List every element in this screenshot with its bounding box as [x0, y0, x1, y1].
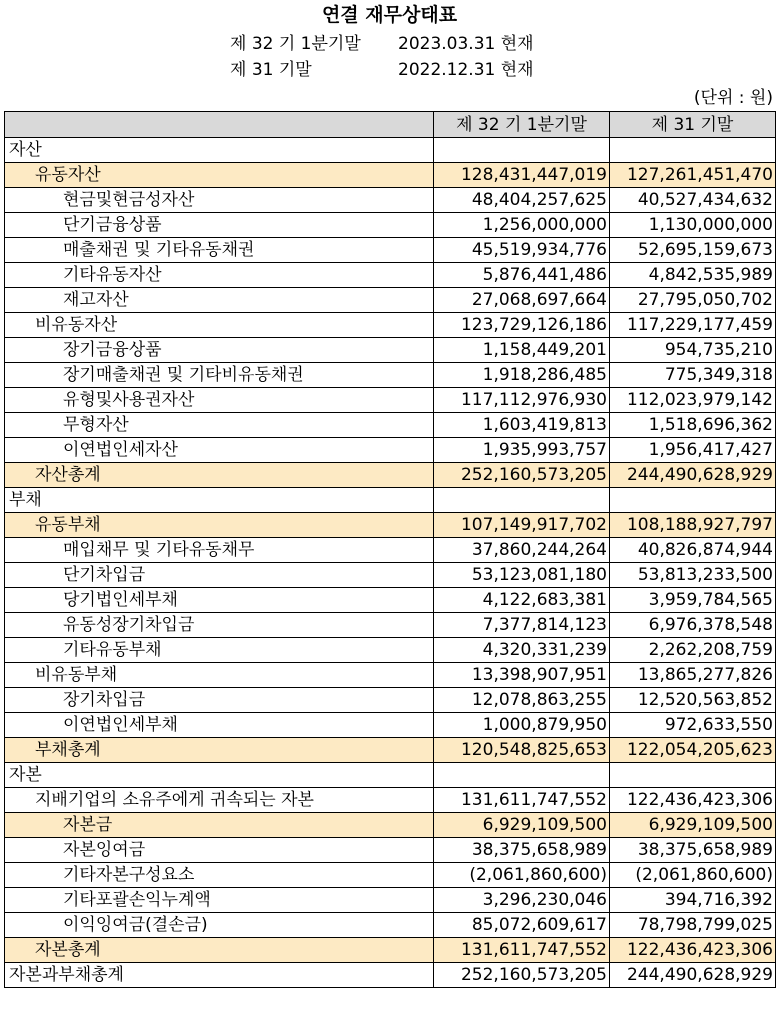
current-period-value: 37,860,244,264: [434, 538, 610, 563]
current-period-value: 131,611,747,552: [434, 938, 610, 963]
account-label: 비유동자산: [5, 313, 434, 338]
account-label: 자본잉여금: [5, 838, 434, 863]
table-row: [5, 638, 776, 663]
balance-sheet-table: [4, 111, 776, 988]
prior-period-value: 12,520,563,852: [610, 688, 776, 713]
current-period-value: 1,158,449,201: [434, 338, 610, 363]
prior-period-value: 1,130,000,000: [610, 213, 776, 238]
account-label: 유동자산: [5, 163, 434, 188]
prior-period-value: 4,842,535,989: [610, 263, 776, 288]
current-period-value: 4,320,331,239: [434, 638, 610, 663]
current-period-value: 38,375,658,989: [434, 838, 610, 863]
table-row: [5, 763, 776, 788]
account-label: 당기법인세부채: [5, 588, 434, 613]
account-label: 매입채무 및 기타유동채무: [5, 538, 434, 563]
prior-period-value: 127,261,451,470: [610, 163, 776, 188]
account-label: 자산총계: [5, 463, 434, 488]
table-row: [5, 263, 776, 288]
prior-period-value: 2,262,208,759: [610, 638, 776, 663]
unit-label: (단위 : 원): [693, 88, 773, 108]
current-period-value: 107,149,917,702: [434, 513, 610, 538]
account-label: 장기매출채권 및 기타비유동채권: [5, 363, 434, 388]
current-period-value: 1,000,879,950: [434, 713, 610, 738]
current-period-value: 131,611,747,552: [434, 788, 610, 813]
period-prior-date: 2022.12.31 현재: [398, 60, 534, 80]
prior-period-value: [610, 488, 776, 513]
period-prior-label: 제 31 기말: [230, 60, 312, 80]
prior-period-value: 972,633,550: [610, 713, 776, 738]
table-row: [5, 413, 776, 438]
account-label: 자본: [5, 763, 434, 788]
prior-period-value: 122,436,423,306: [610, 938, 776, 963]
header-current-period: 제 32 기 1분기말: [434, 112, 610, 138]
period-current-date: 2023.03.31 현재: [398, 34, 534, 54]
table-row: [5, 438, 776, 463]
table-header-row: [5, 112, 776, 138]
account-label: 단기금융상품: [5, 213, 434, 238]
account-label: 장기금융상품: [5, 338, 434, 363]
account-label: 단기차입금: [5, 563, 434, 588]
account-label: 자본금: [5, 813, 434, 838]
account-label: 지배기업의 소유주에게 귀속되는 자본: [5, 788, 434, 813]
current-period-value: [434, 138, 610, 163]
table-row: [5, 213, 776, 238]
prior-period-value: 775,349,318: [610, 363, 776, 388]
prior-period-value: [610, 138, 776, 163]
account-label: 재고자산: [5, 288, 434, 313]
table-row: [5, 563, 776, 588]
account-label: 매출채권 및 기타유동채권: [5, 238, 434, 263]
current-period-value: 1,935,993,757: [434, 438, 610, 463]
prior-period-value: 112,023,979,142: [610, 388, 776, 413]
current-period-value: 128,431,447,019: [434, 163, 610, 188]
table-row: [5, 913, 776, 938]
table-row: [5, 538, 776, 563]
current-period-value: 123,729,126,186: [434, 313, 610, 338]
prior-period-value: 394,716,392: [610, 888, 776, 913]
account-label: 부채: [5, 488, 434, 513]
current-period-value: 6,929,109,500: [434, 813, 610, 838]
current-period-value: 48,404,257,625: [434, 188, 610, 213]
prior-period-value: 38,375,658,989: [610, 838, 776, 863]
current-period-value: 4,122,683,381: [434, 588, 610, 613]
account-label: 기타유동부채: [5, 638, 434, 663]
prior-period-value: 1,956,417,427: [610, 438, 776, 463]
table-row: [5, 513, 776, 538]
current-period-value: (2,061,860,600): [434, 863, 610, 888]
prior-period-value: 52,695,159,673: [610, 238, 776, 263]
period-current-label: 제 32 기 1분기말: [230, 34, 361, 54]
current-period-value: [434, 763, 610, 788]
current-period-value: 1,603,419,813: [434, 413, 610, 438]
prior-period-value: 244,490,628,929: [610, 963, 776, 988]
prior-period-value: 954,735,210: [610, 338, 776, 363]
table-row: [5, 488, 776, 513]
table-row: [5, 863, 776, 888]
current-period-value: 85,072,609,617: [434, 913, 610, 938]
account-label: 비유동부채: [5, 663, 434, 688]
period-prior: [230, 58, 534, 82]
table-row: [5, 788, 776, 813]
prior-period-value: 108,188,927,797: [610, 513, 776, 538]
current-period-value: 1,918,286,485: [434, 363, 610, 388]
account-label: 기타유동자산: [5, 263, 434, 288]
account-label: 자본과부채총계: [5, 963, 434, 988]
table-row: [5, 188, 776, 213]
table-row: [5, 938, 776, 963]
table-row: [5, 313, 776, 338]
account-label: 현금및현금성자산: [5, 188, 434, 213]
table-row: [5, 713, 776, 738]
account-label: 유동성장기차입금: [5, 613, 434, 638]
table-row: [5, 963, 776, 988]
header-prior-period: 제 31 기말: [610, 112, 776, 138]
account-label: 이연법인세자산: [5, 438, 434, 463]
prior-period-value: [610, 763, 776, 788]
account-label: 이연법인세부채: [5, 713, 434, 738]
table-row: [5, 288, 776, 313]
account-label: 유동부채: [5, 513, 434, 538]
prior-period-value: 78,798,799,025: [610, 913, 776, 938]
prior-period-value: 6,929,109,500: [610, 813, 776, 838]
current-period-value: 13,398,907,951: [434, 663, 610, 688]
current-period-value: 117,112,976,930: [434, 388, 610, 413]
table-row: [5, 138, 776, 163]
table-row: [5, 688, 776, 713]
table-row: [5, 238, 776, 263]
prior-period-value: 53,813,233,500: [610, 563, 776, 588]
account-label: 무형자산: [5, 413, 434, 438]
table-row: [5, 588, 776, 613]
current-period-value: 252,160,573,205: [434, 463, 610, 488]
prior-period-value: 3,959,784,565: [610, 588, 776, 613]
account-label: 유형및사용권자산: [5, 388, 434, 413]
account-label: 자산: [5, 138, 434, 163]
table-row: [5, 738, 776, 763]
account-label: 장기차입금: [5, 688, 434, 713]
prior-period-value: 117,229,177,459: [610, 313, 776, 338]
table-row: [5, 338, 776, 363]
table-row: [5, 388, 776, 413]
table-row: [5, 463, 776, 488]
prior-period-value: 40,527,434,632: [610, 188, 776, 213]
statement-title: 연결 재무상태표: [321, 4, 458, 26]
current-period-value: 45,519,934,776: [434, 238, 610, 263]
current-period-value: 7,377,814,123: [434, 613, 610, 638]
table-row: [5, 663, 776, 688]
account-label: 기타포괄손익누계액: [5, 888, 434, 913]
account-label: 이익잉여금(결손금): [5, 913, 434, 938]
table-row: [5, 613, 776, 638]
current-period-value: 120,548,825,653: [434, 738, 610, 763]
prior-period-value: (2,061,860,600): [610, 863, 776, 888]
current-period-value: 27,068,697,664: [434, 288, 610, 313]
table-row: [5, 888, 776, 913]
prior-period-value: 244,490,628,929: [610, 463, 776, 488]
header-account: [5, 112, 434, 138]
current-period-value: 3,296,230,046: [434, 888, 610, 913]
current-period-value: [434, 488, 610, 513]
account-label: 기타자본구성요소: [5, 863, 434, 888]
table-row: [5, 363, 776, 388]
period-current: [230, 32, 534, 56]
prior-period-value: 122,436,423,306: [610, 788, 776, 813]
prior-period-value: 13,865,277,826: [610, 663, 776, 688]
prior-period-value: 1,518,696,362: [610, 413, 776, 438]
current-period-value: 1,256,000,000: [434, 213, 610, 238]
current-period-value: 53,123,081,180: [434, 563, 610, 588]
prior-period-value: 122,054,205,623: [610, 738, 776, 763]
prior-period-value: 40,826,874,944: [610, 538, 776, 563]
table-row: [5, 813, 776, 838]
table-row: [5, 838, 776, 863]
account-label: 부채총계: [5, 738, 434, 763]
current-period-value: 5,876,441,486: [434, 263, 610, 288]
table-row: [5, 163, 776, 188]
account-label: 자본총계: [5, 938, 434, 963]
current-period-value: 252,160,573,205: [434, 963, 610, 988]
prior-period-value: 27,795,050,702: [610, 288, 776, 313]
prior-period-value: 6,976,378,548: [610, 613, 776, 638]
current-period-value: 12,078,863,255: [434, 688, 610, 713]
